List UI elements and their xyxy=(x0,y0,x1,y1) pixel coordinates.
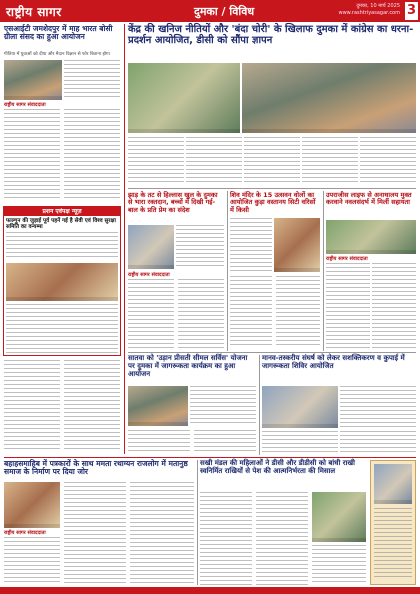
left-box-headline: फाल्गुन की जुड़ाई पूर्व पहनें गई है सेवी एवं विश्व सुरक्षा समिति का वन्यम्मा xyxy=(6,218,116,231)
lead-photo-2 xyxy=(242,63,416,133)
center-mid-byline: राष्ट्रीय सागर संवाददाता xyxy=(128,272,170,278)
center-lower-text2 xyxy=(128,430,190,454)
bottom-band-rule xyxy=(4,457,416,458)
lead-text-col2 xyxy=(186,137,242,185)
brand-title: राष्ट्रीय सागर xyxy=(6,5,62,19)
center-lower-text3 xyxy=(194,430,256,454)
far-right-text1 xyxy=(326,263,370,349)
footer-bar xyxy=(0,587,420,594)
left-mid-text-col2 xyxy=(64,360,120,450)
lead-text-col4 xyxy=(302,137,358,185)
left-top-byline: राष्ट्रीय सागर संवाददाता xyxy=(4,102,46,108)
right-bottom-card xyxy=(370,460,416,585)
left-top-text-col2 xyxy=(64,109,120,201)
web-line: www.rashtriyasagar.com xyxy=(338,10,400,16)
page-number: 3 xyxy=(406,3,417,18)
left-bottom-text1 xyxy=(4,537,60,585)
right-lower-photo xyxy=(262,386,338,428)
far-right-byline: राष्ट्रीय सागर संवाददाता xyxy=(326,256,368,262)
left-bottom-text2 xyxy=(64,482,126,585)
left-bottom-text3 xyxy=(130,482,194,585)
left-top-photo xyxy=(4,60,62,100)
lead-text-col3 xyxy=(244,137,300,185)
lead-text-col5 xyxy=(360,137,416,185)
left-bottom-byline: राष्ट्रीय सागर संवाददाता xyxy=(4,530,46,536)
left-bottom-photo xyxy=(4,482,60,528)
right-lower-text3 xyxy=(340,431,416,454)
lead-bottom-rule xyxy=(128,188,416,189)
left-top-text xyxy=(64,60,120,100)
center-mid-text3 xyxy=(178,279,224,349)
center-lower-photo xyxy=(128,386,188,426)
lead-photo-1 xyxy=(128,63,240,133)
center-mid-text2 xyxy=(128,279,174,349)
center-bottom-text3 xyxy=(312,545,366,585)
left-bottom-headline: बहाहसमाहिब में पत्रकारों के साथ ममता रथाग्यन राजलोग में मतानुष्ठ समाज के निर्माण पर दिया जोर xyxy=(4,459,188,477)
left-box-text2 xyxy=(6,304,118,354)
mid-right-text1 xyxy=(230,218,272,272)
mid-right-photo xyxy=(274,218,320,272)
left-box-text1 xyxy=(6,232,118,260)
column-rule-mid xyxy=(227,191,228,351)
lead-headline: केंद्र की खनिज नीतियों और 'बंदा चोरी' के खिलाफ दुमका में कांग्रेस का धरना-प्रदर्शन आयोजित, डीसी को सौंपा ज्ञापन xyxy=(128,24,414,47)
far-right-headline: उपराजीस लाइफ से अनाथालय मुक्त करवाने नवलसंदर्भ में मिलीं सहायता xyxy=(326,191,412,207)
center-mid-text1 xyxy=(176,225,224,269)
lead-text-col1 xyxy=(128,137,184,185)
mid-right-text2 xyxy=(230,276,272,348)
far-right-text2 xyxy=(372,263,416,349)
mid-bottom-rule xyxy=(128,352,416,353)
center-bottom-text1 xyxy=(200,492,252,585)
mid-right-headline: शिव मंदिर के 15 उत्सवन वोलों का आयोजित कुड़ा वस्तानय सिटी वरिसों में किसी xyxy=(230,191,316,214)
far-right-photo xyxy=(326,220,416,254)
left-mid-text-col1 xyxy=(4,360,60,450)
center-bottom-headline: सखी मंडल की महिलाओं ने डीसी और डीडीसी को बांधी राखी स्वनिर्मित राखियों से पेश की आत्मनिर्भरता की मिसाल xyxy=(200,459,355,475)
right-bottom-photo xyxy=(374,464,412,504)
column-rule-bottom xyxy=(197,460,198,585)
right-lower-headline: मानव-तस्करीय संघर्ष को लेकर सशक्तिकरण व कुपाई में जागरूकता शिविर आयोजित xyxy=(262,354,405,370)
left-box-photo xyxy=(6,263,118,301)
masthead-meta xyxy=(300,3,400,17)
column-rule-right xyxy=(323,191,324,351)
center-bottom-text2 xyxy=(256,492,308,585)
left-top-text-col1 xyxy=(4,109,60,201)
center-lower-text1 xyxy=(190,386,256,426)
mid-right-text3 xyxy=(276,276,320,348)
left-top-headline: एसआईटी जमशेदपुर में माह भारत बोसी ग्रीला संसद का हुआ आयोजन xyxy=(4,24,113,42)
center-bottom-photo xyxy=(312,492,366,542)
center-mid-headline: झाड़ के तट से हिल्लास खुल के दुमका से भारा रक्तदान, बच्चों में दिखी गई-बाल के प्रति प्रेम का संदेश xyxy=(128,191,218,214)
left-top-subhead: गीतिया में युवाओं को दीया और मैदान विज्ञान से फोर बिताना होगा xyxy=(4,52,110,57)
section-title: दुमका / विविध xyxy=(194,5,255,18)
column-rule-left xyxy=(124,24,125,454)
right-lower-text1 xyxy=(340,386,416,428)
left-box-tag: प्रशन एवंपक्ष न्यूज़ xyxy=(4,207,120,216)
column-rule-lower xyxy=(259,355,260,455)
right-lower-text2 xyxy=(262,431,338,454)
center-mid-photo xyxy=(128,225,174,269)
right-bottom-text xyxy=(374,508,412,580)
date-line: दुमका, 10 मार्च 2025 xyxy=(356,3,400,9)
masthead xyxy=(0,0,420,22)
center-lower-headline: सातवा को 'उड़ान प्रीसती सीमल सर्विस' योजना पर दुमका में जागरूकता कार्यक्रम का हुआ आयोजन xyxy=(128,354,248,378)
